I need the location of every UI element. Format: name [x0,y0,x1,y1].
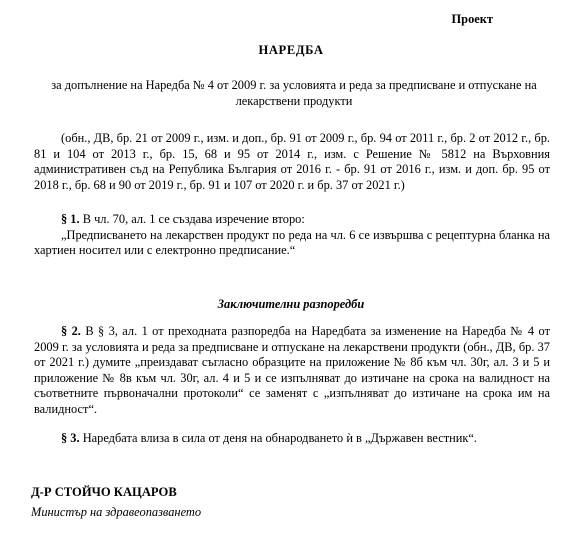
section-1-label: § 1. [61,212,80,226]
document-subtitle: за допълнение на Наредба № 4 от 2009 г. за условията и реда за предписване и отпускане на лекарствени продукти [51,78,537,108]
section-1-quote: „Предписването на лекарствен продукт по реда на чл. 6 се извършва с рецептурна бланка на хартиен носител или с електронно предписание.“ [34,227,550,258]
signatory-name: Д-Р СТОЙЧО КАЦАРОВ [31,485,177,499]
section-2-paragraph [34,324,550,418]
section-3 [34,431,550,447]
section-3-text: Наредбата влиза в сила от деня на обнародването ѝ в „Държавен вестник“. [82,431,477,445]
section-3-paragraph [34,431,550,447]
section-1-intro-text: В чл. 70, ал. 1 се създава изречение второ: [82,212,305,226]
section-2-label: § 2. [61,324,81,338]
final-provisions-heading: Заключителни разпоредби [217,297,365,311]
signatory-title: Министър на здравеопазването [31,505,202,519]
section-1 [34,212,550,259]
section-3-label: § 3. [61,431,80,445]
draft-label: Проект [451,12,493,26]
amendments-note: (обн., ДВ, бр. 21 от 2009 г., изм. и доп., бр. 91 от 2009 г., бр. 94 от 2011 г., бр. 2 от 2012 г., бр. 81 и 104 от 2013 г., бр. 15, 68 и 95 от 2014 г., изм. с Решение № 5812 на Върховния административен съд на Република България от 2016 г. - бр. 91 от 2016 г., изм. и доп. бр. 95 от 2018 г., бр. 68 и 90 от 2019 г., бр. 91 и 107 от 2020 г. и бр. 37 от 2021 г.) [34,131,550,192]
section-2 [34,324,550,418]
document-title: НАРЕДБА [258,43,324,57]
section-1-intro [34,212,550,228]
section-2-text: В § 3, ал. 1 от преходната разпоредба на Наредбата за изменение на Наредба № 4 от 2009 г. за условията и реда за предписване и отпускане на лекарствени продукти (обн., ДВ, бр. 37 от 2021 г.) думите „преиздават съгласно образците на приложение № 8б към чл. 30г, ал. 3 и 5 и приложение № 8в към чл. 30г, ал. 4 и 5 и се изпълняват до изтичане на срока на валидност на съответните първоначални протоколи“ се заменят с „изпълняват до изтичане на срока им на валидност“. [34,324,550,416]
